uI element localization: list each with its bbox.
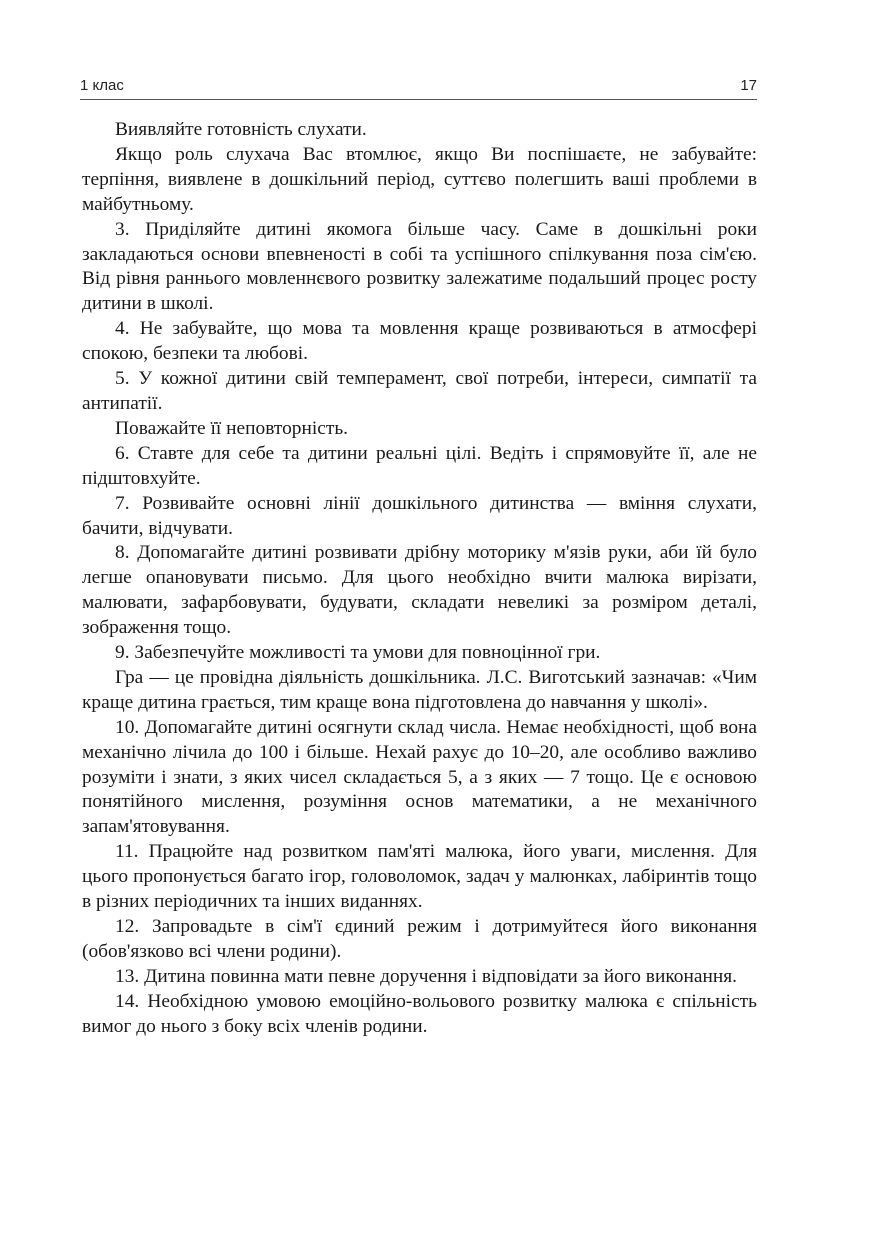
running-head — [80, 77, 757, 100]
paragraph: 5. У кожної дитини свій темперамент, свої потреби, інтереси, симпатії та антипатії. — [82, 368, 757, 414]
paragraph: 9. Забезпечуйте можливості та умови для повноцінної гри. — [115, 642, 601, 664]
paragraph: Поважайте її неповторність. — [115, 417, 349, 439]
paragraph: 4. Не забувайте, що мова та мовлення краще розвиваються в атмосфері спокою, безпеки та любові. — [82, 318, 757, 365]
paragraph: 12. Запровадьте в сім'ї єдиний режим і дотримуйтеся його виконання (обов'язково всі члени родини). — [82, 916, 757, 962]
paragraph: 11. Працюйте над розвитком пам'яті малюка, його уваги, мислення. Для цього пропонується багато ігор, головоломок, задач у малюнках, лабіринтів тощо в різних періодичних та інших виданнях. — [82, 841, 757, 913]
paragraph: 6. Ставте для себе та дитини реальні цілі. Ведіть і спрямовуйте її, але не підштовхуйте. — [82, 442, 757, 489]
paragraph: 13. Дитина повинна мати певне доручення і відповідати за його виконання. — [115, 965, 737, 987]
paragraph: 7. Розвивайте основні лінії дошкільного дитинства — вміння слухати, бачити, відчувати. — [82, 492, 757, 539]
page-number: 17 — [740, 77, 757, 94]
paragraph: 3. Приділяйте дитині якомога більше часу. Саме в дошкільні роки закладаються основи впевненості в собі та успішного спілкування поза сім'єю. Від рівня раннього мовленнєвого розвитку залежатиме подальший процес росту дитини в школі. — [82, 218, 757, 315]
body-text — [82, 118, 757, 1040]
running-head-title: 1 клас — [80, 77, 124, 94]
paragraph: 14. Необхідною умовою емоційно-вольового розвитку малюка є спільність вимог до нього з боку всіх членів родини. — [82, 990, 757, 1037]
paragraph: 8. Допомагайте дитині розвивати дрібну моторику м'язів руки, аби їй було легше опановувати письмо. Для цього необхідно вчити малюка вирізати, малювати, зафарбовувати, будувати, складати невеликі за розміром деталі, зображення тощо. — [82, 542, 757, 639]
paragraph: Виявляйте готовність слухати. — [115, 119, 367, 140]
paragraph: Якщо роль слухача Вас втомлює, якщо Ви поспішаєте, не забувайте: терпіння, виявлене в дошкільний період, суттєво полегшить ваші проблеми в майбутньому. — [82, 143, 757, 215]
paragraph: 10. Допомагайте дитині осягнути склад числа. Немає необхідності, щоб вона механічно лічила до 100 і більше. Нехай рахує до 10–20, але особливо важливо розуміти і знати, з яких чисел складається 5, а з яких — 7 тощо. Це є основою понятійного мислення, розуміння основ математики, а не механічного запам'ятовування. — [82, 716, 757, 838]
paragraph: Гра — це провідна діяльність дошкільника. Л.С. Виготський зазначав: «Чим краще дитина грається, тим краще вона підготовлена до навчання у школі». — [82, 666, 757, 713]
